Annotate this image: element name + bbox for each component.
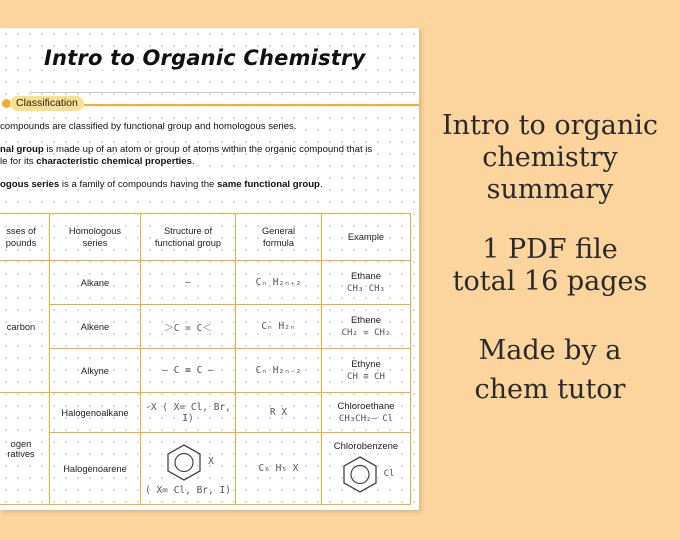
example-cell: Ethene CH₂ = CH₂ xyxy=(322,305,411,349)
text-line-1: compounds are classified by functional group and homologous series. xyxy=(0,121,297,132)
header-formula: General formula xyxy=(236,214,322,261)
promo-line: chemistry xyxy=(482,142,618,173)
class-cell-halogen: ogen ratives xyxy=(0,393,50,505)
promo-line: chem tutor xyxy=(474,374,626,405)
structure-cell: — xyxy=(141,261,236,305)
formula-cell: Cₙ H₂ₙ xyxy=(236,305,322,349)
structure-cell: -X ( X= Cl, Br, I) xyxy=(141,393,236,433)
promo-line: Made by a xyxy=(478,335,622,366)
table-row xyxy=(0,305,411,349)
class-cell-hydrocarbon: carbon xyxy=(0,261,50,393)
text-line-2: nal group is made up of an atom or group of atoms within the organic compound that is xyxy=(0,144,373,155)
structure-cell: ＞C = C＜ xyxy=(141,305,236,349)
table-row xyxy=(0,349,411,393)
page-title: Intro to Organic Chemistry xyxy=(44,46,366,70)
header-example: Example xyxy=(322,214,411,261)
table-row xyxy=(0,393,411,433)
promo-author xyxy=(420,330,680,408)
promo-line: total 16 pages xyxy=(452,266,648,297)
benzene-ring-icon xyxy=(338,454,382,494)
formula-cell: R X xyxy=(236,393,322,433)
classification-table xyxy=(0,213,411,505)
text-line-4: ogous series is a family of compounds having the same functional group. xyxy=(0,179,323,190)
benzene-ring-icon xyxy=(162,442,206,482)
header-series: Homologous series xyxy=(50,214,141,261)
table-row xyxy=(0,261,411,305)
promo-line: Intro to organic xyxy=(441,110,659,141)
series-cell: Halogenoalkane xyxy=(50,393,141,433)
promo-line: 1 PDF file xyxy=(482,234,618,265)
promo-line: summary xyxy=(486,174,614,205)
table-header-row xyxy=(0,214,411,261)
structure-cell: X ( X= Cl, Br, I) xyxy=(141,433,236,505)
series-cell: Halogenoarene xyxy=(50,433,141,505)
series-cell: Alkane xyxy=(50,261,141,305)
promo-text xyxy=(420,110,680,206)
example-cell: Ethane CH₃ CH₃ xyxy=(322,261,411,305)
promo-file-info xyxy=(420,234,680,298)
section-label: Classification xyxy=(10,96,84,111)
header-structure: Structure of functional group xyxy=(141,214,236,261)
series-cell: Alkyne xyxy=(50,349,141,393)
example-cell: Chlorobenzene Cl xyxy=(322,433,411,505)
series-cell: Alkene xyxy=(50,305,141,349)
section-divider xyxy=(84,104,419,106)
example-cell: Ethyne CH ≡ CH xyxy=(322,349,411,393)
structure-cell: — C ≡ C — xyxy=(141,349,236,393)
worksheet-page xyxy=(0,28,419,510)
header-classes: sses of pounds xyxy=(0,214,50,261)
formula-cell: C₆ H₅ X xyxy=(236,433,322,505)
table-row xyxy=(0,433,411,505)
formula-cell: Cₙ H₂ₙ₋₂ xyxy=(236,349,322,393)
example-cell: Chloroethane CH₃CH₂— Cl xyxy=(322,393,411,433)
formula-cell: Cₙ H₂ₙ₊₂ xyxy=(236,261,322,305)
title-divider xyxy=(30,92,416,93)
text-line-3: le for its characteristic chemical properties. xyxy=(0,156,195,167)
